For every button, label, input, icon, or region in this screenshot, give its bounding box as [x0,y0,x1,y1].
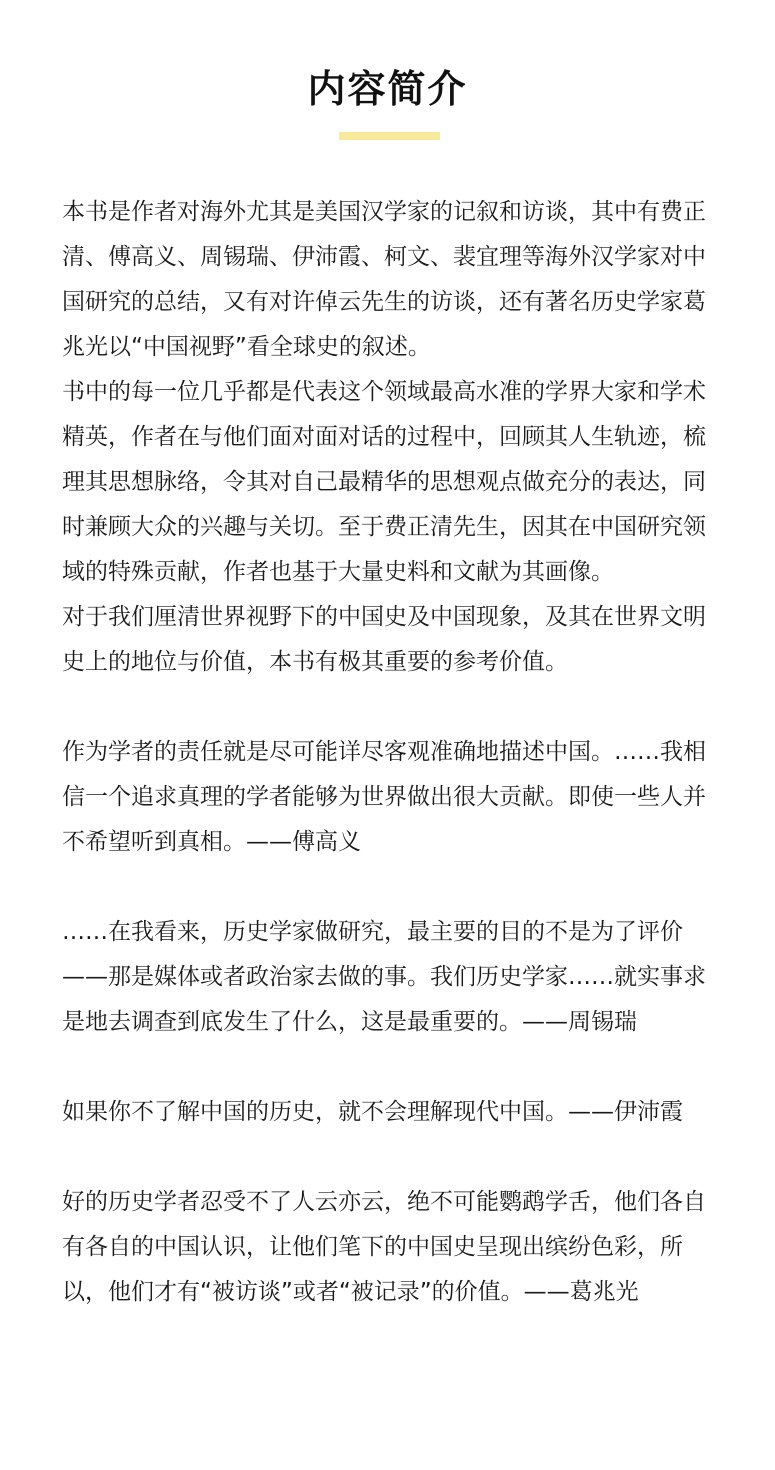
paragraph-spacer [62,1045,716,1090]
quote-ge-zhaoguang: 好的历史学者忍受不了人云亦云，绝不可能鹦鹉学舌，他们各自有各自的中国认识，让他们笔下的中国史呈现出缤纷色彩，所以，他们才有“被访谈”或者“被记录”的价值。——葛兆光 [62,1189,706,1305]
paragraph-spacer [62,685,716,730]
intro-paragraph-1: 本书是作者对海外尤其是美国汉学家的记叙和访谈，其中有费正清、傅高义、周锡瑞、伊沛霞、柯文、裴宜理等海外汉学家对中国研究的总结，又有对许倬云先生的访谈，还有著名历史学家葛兆光以“中国视野”看全球史的叙述。 [62,199,706,360]
intro-paragraph-2: 书中的每一位几乎都是代表这个领域最高水准的学界大家和学术精英，作者在与他们面对面对话的过程中，回顾其人生轨迹，梳理其思想脉络，令其对自己最精华的思想观点做充分的表达，同时兼顾大众的兴趣与关切。至于费正清先生，因其在中国研究领域的特殊贡献，作者也基于大量史料和文献为其画像。 [62,379,706,585]
quote-ebrey: 如果你不了解中国的历史，就不会理解现代中国。——伊沛霞 [62,1099,683,1125]
title-accent-bar [339,132,440,140]
intro-content [62,190,716,1315]
paragraph-spacer [62,865,716,910]
paragraph-spacer [62,1135,716,1180]
intro-paragraph-3: 对于我们厘清世界视野下的中国史及中国现象，及其在世界文明史上的地位与价值，本书有极其重要的参考价值。 [62,604,706,675]
page-title: 内容简介 [307,67,468,112]
quote-esherick: ……在我看来，历史学家做研究，最主要的目的不是为了评价——那是媒体或者政治家去做的事。我们历史学家……就实事求是地去调查到底发生了什么，这是最重要的。——周锡瑞 [62,919,706,1035]
quote-vogel: 作为学者的责任就是尽可能详尽客观准确地描述中国。……我相信一个追求真理的学者能够为世界做出很大贡献。即使一些人并不希望听到真相。——傅高义 [62,739,706,855]
